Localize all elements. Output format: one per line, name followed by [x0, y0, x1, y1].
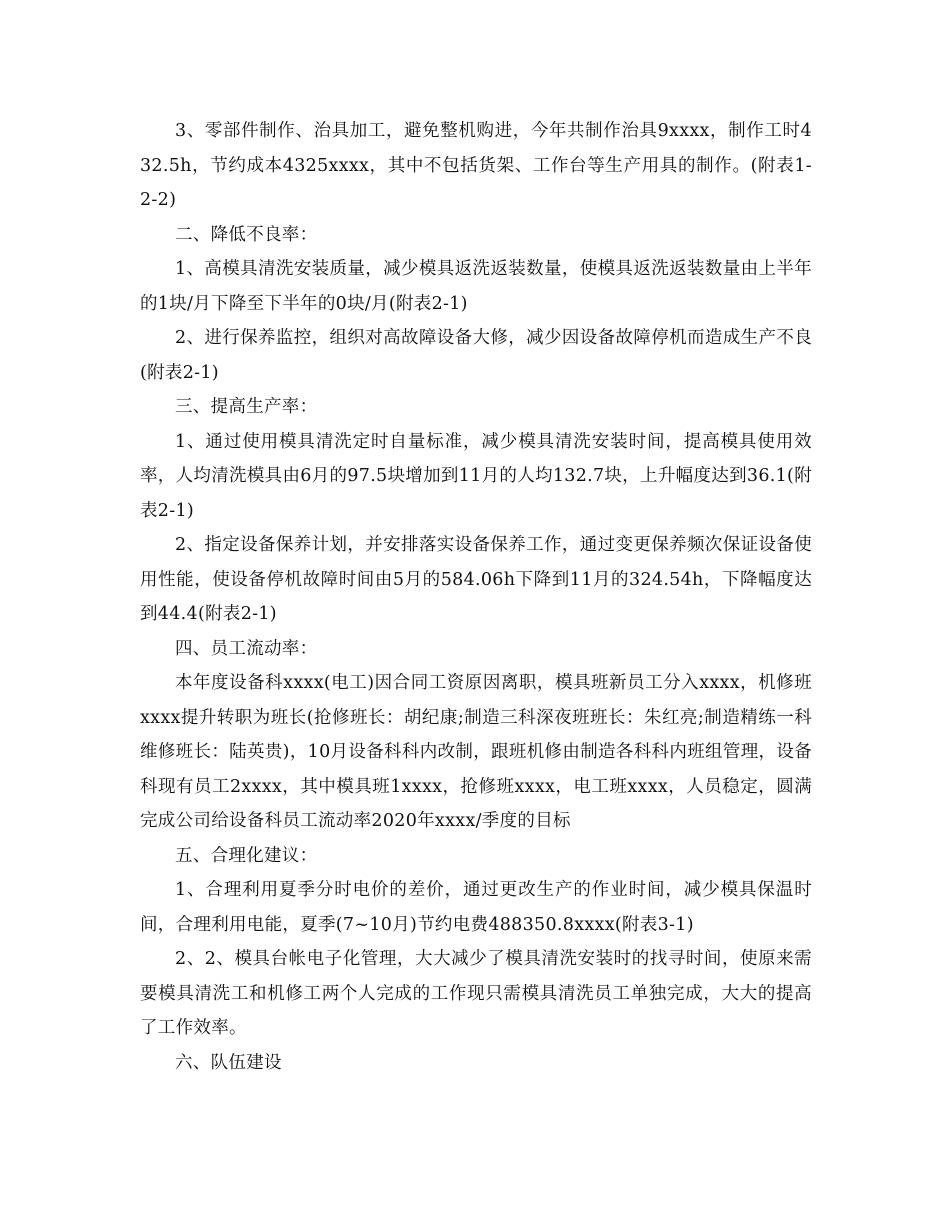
paragraph-electricity-saving: 1、合理利用夏季分时电价的差价，通过更改生产的作业时间，减少模具保温时间，合理利用电能，夏季(7~10月)节约电费488350.8xxxx(附表3-1) [140, 880, 812, 935]
paragraph-cleaning-standard: 1、通过使用模具清洗定时自量标准，减少模具清洗安装时间，提高模具使用效率，人均清洗模具由6月的97.5块增加到11月的人均132.7块，上升幅度达到36.1(附表2-1) [140, 431, 812, 521]
heading-team-building: 六、队伍建设 [175, 1052, 282, 1073]
heading-reduce-defect-rate: 二、降低不良率： [175, 224, 318, 245]
paragraph-mold-ledger: 2、2、模具台帐电子化管理，大大减少了模具清洗安装时的找寻时间，使原来需要模具清洗工和机修工两个人完成的工作现只需模具清洗员工单独完成，大大的提高了工作效率。 [140, 949, 812, 1038]
paragraph-maintenance-monitoring: 2、进行保养监控，组织对高故障设备大修，减少因设备故障停机而造成生产不良(附表2-1) [140, 328, 812, 383]
paragraph-maintenance-plan: 2、指定设备保养计划，并安排落实设备保养工作，通过变更保养频次保证设备使用性能，使设备停机故障时间由5月的584.06h下降到11月的324.54h，下降幅度达到44.4(附表2-1) [140, 535, 812, 624]
document-body [140, 114, 812, 1080]
heading-improve-productivity: 三、提高生产率： [175, 397, 318, 417]
heading-rationalization-suggestions: 五、合理化建议： [175, 845, 318, 866]
paragraph-mold-cleaning-quality: 1、高模具清洗安装质量，减少模具返洗返装数量，使模具返洗返装数量由上半年的1块/月下降至下半年的0块/月(附表2-1) [140, 259, 812, 314]
heading-staff-turnover: 四、员工流动率： [175, 638, 318, 659]
paragraph-parts-making: 3、零部件制作、治具加工，避免整机购进，今年共制作治具9xxxx，制作工时432.5h，节约成本4325xxxx，其中不包括货架、工作台等生产用具的制作。(附表1-2-2) [140, 121, 812, 210]
paragraph-staff-changes: 本年度设备科xxxx(电工)因合同工资原因离职，模具班新员工分入xxxx，机修班xxxx提升转职为班长(抢修班长：胡纪康;制造三科深夜班班长：朱红亮;制造精练一科维修班长：陆英贵)，10月设备科科内改制，跟班机修由制造各科科内班组管理，设备科现有员工2xxxx，其中模具班1xxxx，抢修班xxxx，电工班xxxx，人员稳定，圆满完成公司给设备科员工流动率2020年xxxx/季度的目标 [140, 673, 812, 831]
